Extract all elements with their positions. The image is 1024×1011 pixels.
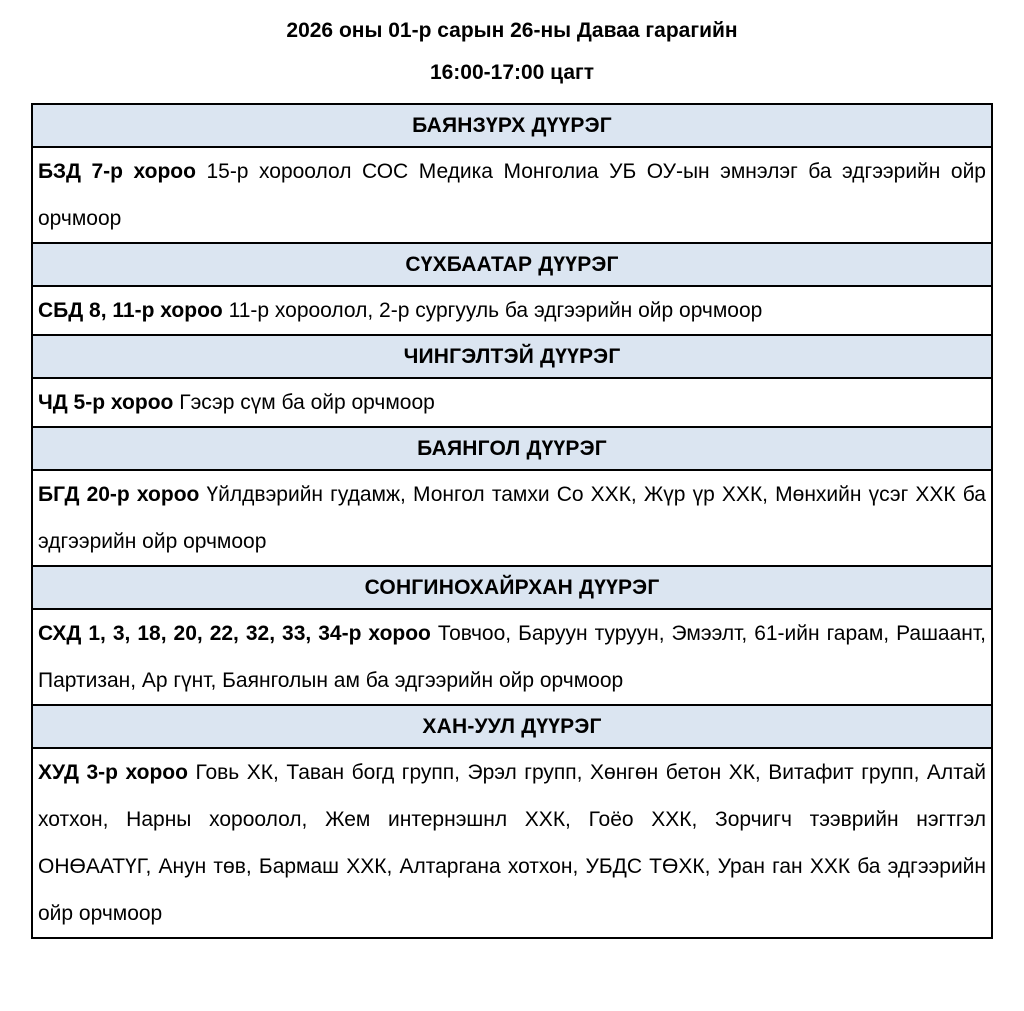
area-row: [32, 147, 992, 243]
area-khoroo-label: СБД 8, 11-р хороо: [38, 299, 223, 322]
title-time-range: 16:00-17:00 цагт: [429, 61, 595, 84]
district-header-row: [32, 705, 992, 748]
area-cell: [32, 378, 992, 427]
area-row: [32, 609, 992, 705]
area-khoroo-label: ХУД 3-р хороо: [38, 761, 188, 784]
area-cell: [32, 609, 992, 705]
district-name: ЧИНГЭЛТЭЙ ДҮҮРЭГ: [32, 335, 992, 378]
district-header-row: [32, 104, 992, 147]
area-row: [32, 470, 992, 566]
area-khoroo-label: ЧД 5-р хороо: [38, 391, 174, 414]
district-header-row: [32, 566, 992, 609]
district-header-row: [32, 243, 992, 286]
area-description: Товчоо, Баруун туруун, Эмээлт, 61-ийн гарам, Рашаант, Партизан, Ар гүнт, Баянголын ам ба эдгээрийн ойр орчмоор: [38, 622, 987, 692]
area-description: 15-р хороолол СОС Медика Монголиа УБ ОУ-ын эмнэлэг ба эдгээрийн ойр орчмоор: [38, 160, 986, 230]
district-name: БАЯНГОЛ ДҮҮРЭГ: [32, 427, 992, 470]
area-cell: [32, 748, 992, 938]
area-description: Үйлдвэрийн гудамж, Монгол тамхи Со ХХК, Жүр үр ХХК, Мөнхийн үсэг ХХК ба эдгээрийн ойр орчмоор: [38, 483, 986, 553]
area-description: Гэсэр сүм ба ойр орчмоор: [173, 391, 435, 414]
document-title: [0, 0, 1024, 94]
area-row: [32, 378, 992, 427]
area-cell: [32, 147, 992, 243]
district-name: СҮХБААТАР ДҮҮРЭГ: [32, 243, 992, 286]
district-name: БАЯНЗҮРХ ДҮҮРЭГ: [32, 104, 992, 147]
district-header-row: [32, 335, 992, 378]
district-name: СОНГИНОХАЙРХАН ДҮҮРЭГ: [32, 566, 992, 609]
area-khoroo-label: БЗД 7-р хороо: [38, 160, 196, 183]
area-row: [32, 286, 992, 335]
outage-schedule-table: [31, 103, 993, 939]
area-row: [32, 748, 992, 938]
district-header-row: [32, 427, 992, 470]
area-khoroo-label: СХД 1, 3, 18, 20, 22, 32, 33, 34-р хороо: [38, 622, 431, 645]
district-name: ХАН-УУЛ ДҮҮРЭГ: [32, 705, 992, 748]
area-description: Говь ХК, Таван богд групп, Эрэл групп, Хөнгөн бетон ХК, Витафит групп, Алтай хотхон, Нарны хороолол, Жем интернэшнл ХХК, Гоёо ХХК, Зорчигч тээврийн нэгтгэл ОНӨААТҮГ, Анун төв, Бармаш ХХК, Алтаргана хотхон, УБДС ТӨХК, Уран ган ХХК ба эдгээрийн ойр орчмоор: [38, 761, 986, 925]
area-cell: [32, 470, 992, 566]
area-description: 11-р хороолол, 2-р сургууль ба эдгээрийн ойр орчмоор: [222, 299, 763, 322]
title-date: 2026 оны 01-р сарын 26-ны Даваа гарагийн: [286, 19, 738, 42]
area-khoroo-label: БГД 20-р хороо: [38, 483, 200, 506]
area-cell: [32, 286, 992, 335]
